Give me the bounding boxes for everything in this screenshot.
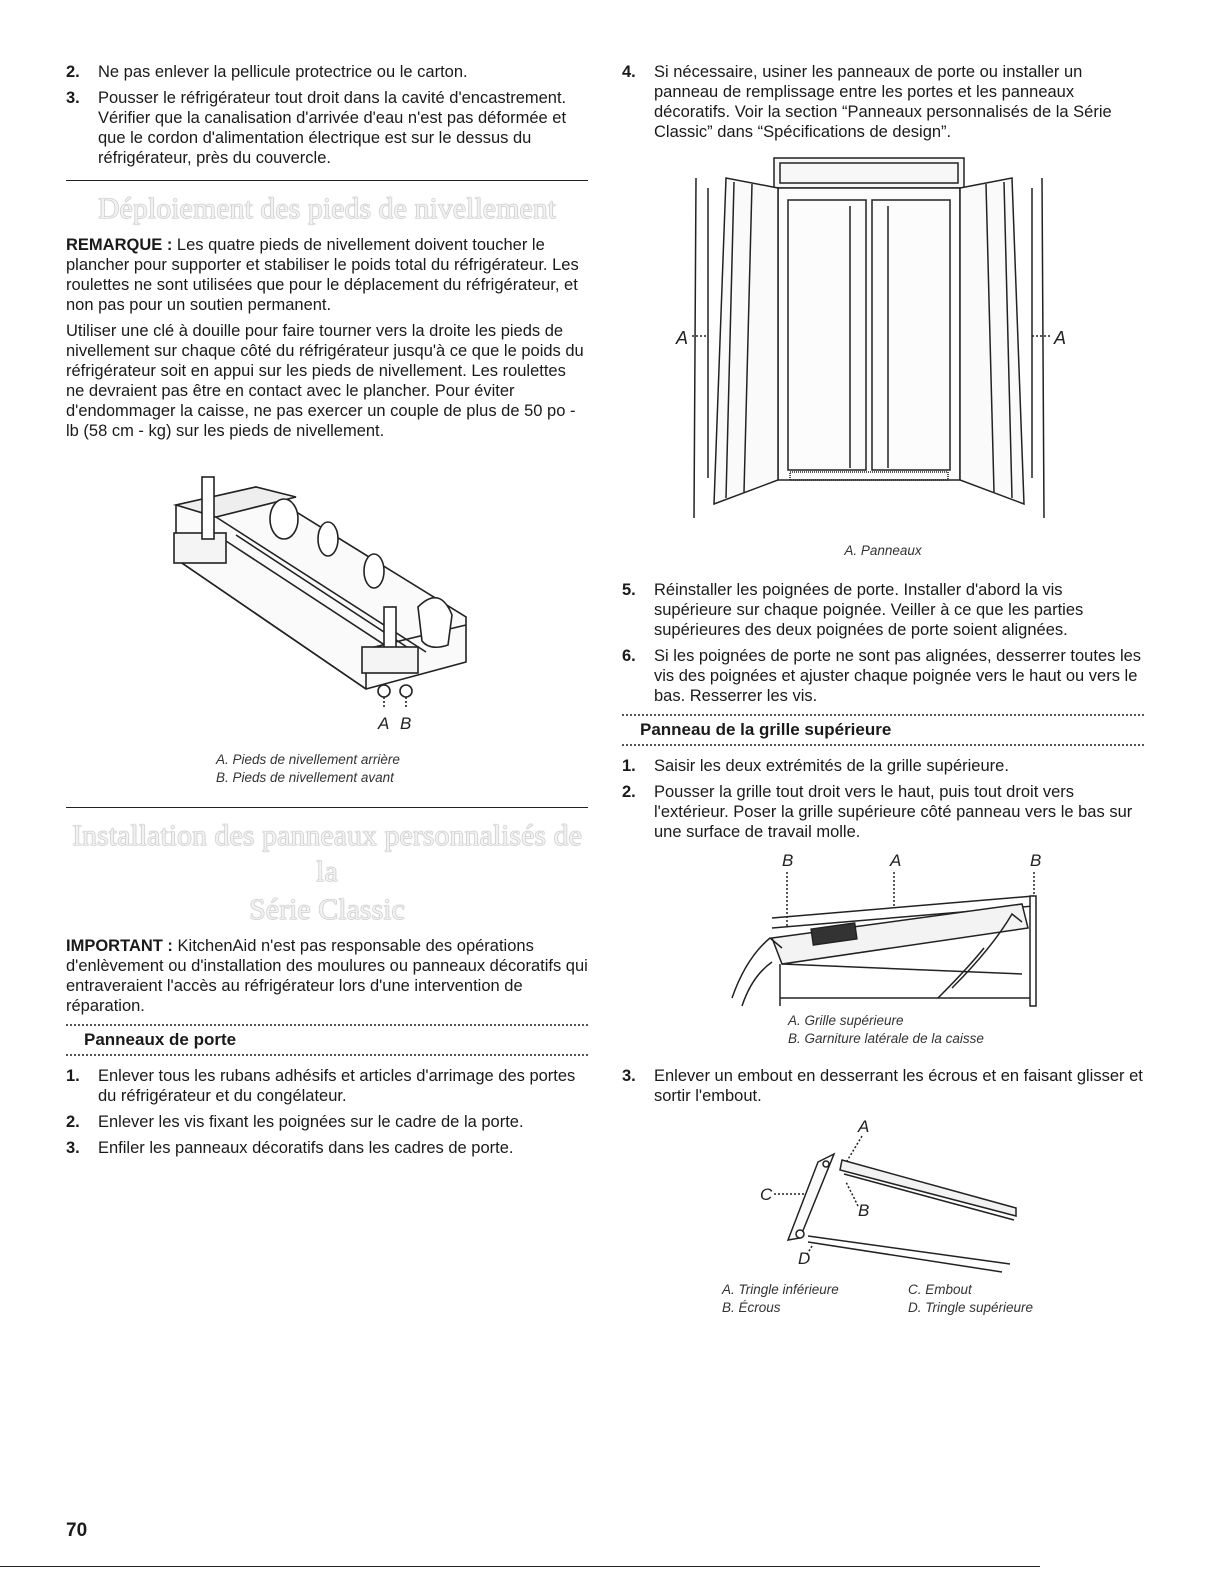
right-column [622,62,1144,1321]
important-text: KitchenAid n'est pas responsable des opérations d'enlèvement ou d'installation des moulures ou panneaux décoratifs qui entraveraient l'accès au réfrigérateur lors d'une intervention de réparation. [66,937,588,1015]
section-title-panels-line2: Série Classic [249,893,405,926]
label-a-left: A [676,328,689,348]
subhead-top-grille [622,714,1144,746]
step-number: 1. [622,757,636,775]
endcap-figure [622,1112,1144,1277]
important-label: IMPORTANT : [66,937,173,955]
step-4-fill-panel [622,62,1144,142]
label-a-right: A [1054,328,1067,348]
endcap-captions [722,1281,1144,1321]
subhead-title: Panneau de la grille supérieure [640,720,892,739]
step-number: 2. [622,783,636,801]
step-text: Enfiler les panneaux décoratifs dans les cadres de porte. [98,1139,514,1157]
step-number: 3. [66,1139,80,1157]
dotted-divider [622,744,1144,746]
label-a: A [890,851,902,870]
step-text: Enlever un embout en desserrant les écrous et en faisant glisser et sortir l'embout. [654,1067,1143,1105]
grille-captions [622,1012,1144,1048]
door-step-1 [66,1066,588,1106]
label-c: C [760,1185,773,1204]
step-text: Pousser la grille tout droit vers le haut, puis tout droit vers l'extérieur. Poser la grille supérieure côté panneau vers le bas sur une surface de travail molle. [654,783,1133,841]
step-number: 3. [622,1067,636,1085]
section-divider [66,807,588,808]
dotted-divider [66,1054,588,1056]
step-number: 5. [622,581,636,599]
label-b: B [400,714,412,733]
door-panels-illustration [622,148,1144,538]
subhead-door-panels [66,1024,588,1056]
grille-step-2 [622,782,1144,842]
caption-endcap-c: C. Embout [908,1282,972,1297]
caption-grille-b: B. Garniture latérale de la caisse [788,1031,984,1046]
grille-figure [622,848,1144,1008]
caption-panels: A. Panneaux [844,543,922,558]
door-step-3 [66,1138,588,1158]
step-text: Réinstaller les poignées de porte. Installer d'abord la vis supérieure sur chaque poignée. Veiller à ce que les parties supérieures des deux poignées de porte soient alignées. [654,581,1084,639]
section-title-panels-line1: Installation des panneaux personnalisés de la [72,819,582,888]
step-text: Enlever tous les rubans adhésifs et articles d'arrimage des portes du réfrigérateur et du congélateur. [98,1067,576,1105]
subhead-title: Panneaux de porte [84,1030,237,1049]
step-text: Ne pas enlever la pellicule protectrice ou le carton. [98,63,468,81]
endcap-illustration [622,1112,1144,1277]
step-text: Pousser le réfrigérateur tout droit dans la cavité d'encastrement. Vérifier que la canalisation d'arrivée d'eau n'est pas déformée et que le cordon d'alimentation électrique est sur le dessus du réfrigérateur, près du couvercle. [98,89,567,167]
label-b: B [858,1201,870,1220]
endcap-captions-right [908,1281,1033,1317]
step-number: 2. [66,63,80,81]
step-text: Enlever les vis fixant les poignées sur le cadre de la porte. [98,1113,524,1131]
page-number: 70 [66,1520,88,1541]
label-b-right: B [1030,851,1042,870]
step-3-push [66,88,588,168]
caption-endcap-d: D. Tringle supérieure [908,1300,1034,1315]
caption-endcap-b: B. Écrous [722,1300,781,1315]
left-column [66,62,588,1164]
leveling-captions [66,751,588,787]
footer-rule [0,1566,1040,1567]
caption-grille-a: A. Grille supérieure [788,1013,904,1028]
step-number: 3. [66,89,80,107]
step-2-carton [66,62,588,82]
label-a: A [858,1117,870,1136]
leveling-paragraph: Utiliser une clé à douille pour faire tourner vers la droite les pieds de nivellement sur chaque côté du réfrigérateur jusqu'à ce que le poids du réfrigérateur soit en appui sur les pieds de nivellement. Les roulettes ne devraient pas être en contact avec le plancher. Pour éviter d'endommager la caisse, ne pas exercer un couple de plus de 50 po - lb (58 cm - kg) sur les pieds de nivellement. [66,322,584,440]
important-paragraph [66,936,588,1016]
door-step-2 [66,1112,588,1132]
remark-label: REMARQUE : [66,236,173,254]
step-6-align [622,646,1144,706]
step-number: 6. [622,647,636,665]
label-a: A [378,714,390,733]
step-number: 1. [66,1067,80,1085]
label-d: D [798,1249,811,1268]
leveling-feet-figure [66,447,588,747]
grille-illustration [622,848,1144,1008]
caption-endcap-a: A. Tringle inférieure [722,1282,839,1297]
step-text: Si nécessaire, usiner les panneaux de porte ou installer un panneau de remplissage entre les portes et les panneaux décoratifs. Voir la section “Panneaux personnalisés de la Série Classic” dans “Spécifications de design”. [654,63,1112,141]
grille-step-3 [622,1066,1144,1106]
door-panels-figure [622,148,1144,538]
step-5-handles [622,580,1144,640]
endcap-captions-left [722,1281,839,1317]
remark-paragraph [66,235,588,315]
leveling-feet-illustration [66,447,588,747]
remark-text: Les quatre pieds de nivellement doivent toucher le plancher pour supporter et stabiliser le poids total du réfrigérateur. Les roulettes ne sont utilisées que pour le déplacement du réfrigérateur, et non pas pour un soutien permanent. [66,236,579,314]
caption-a: A. Pieds de nivellement arrière [216,752,400,767]
section-divider [66,180,588,181]
caption-b: B. Pieds de nivellement avant [216,770,394,785]
step-text: Si les poignées de porte ne sont pas alignées, desserrer toutes les vis des poignées et ajuster chaque poignée vers le haut ou vers le bas. Resserrer les vis. [654,647,1142,705]
grille-step-1 [622,756,1144,776]
step-number: 4. [622,63,636,81]
step-number: 2. [66,1113,80,1131]
label-b-left: B [782,851,794,870]
step-text: Saisir les deux extrémités de la grille supérieure. [654,757,1009,775]
section-title-leveling: Déploiement des pieds de nivellement [97,192,557,225]
